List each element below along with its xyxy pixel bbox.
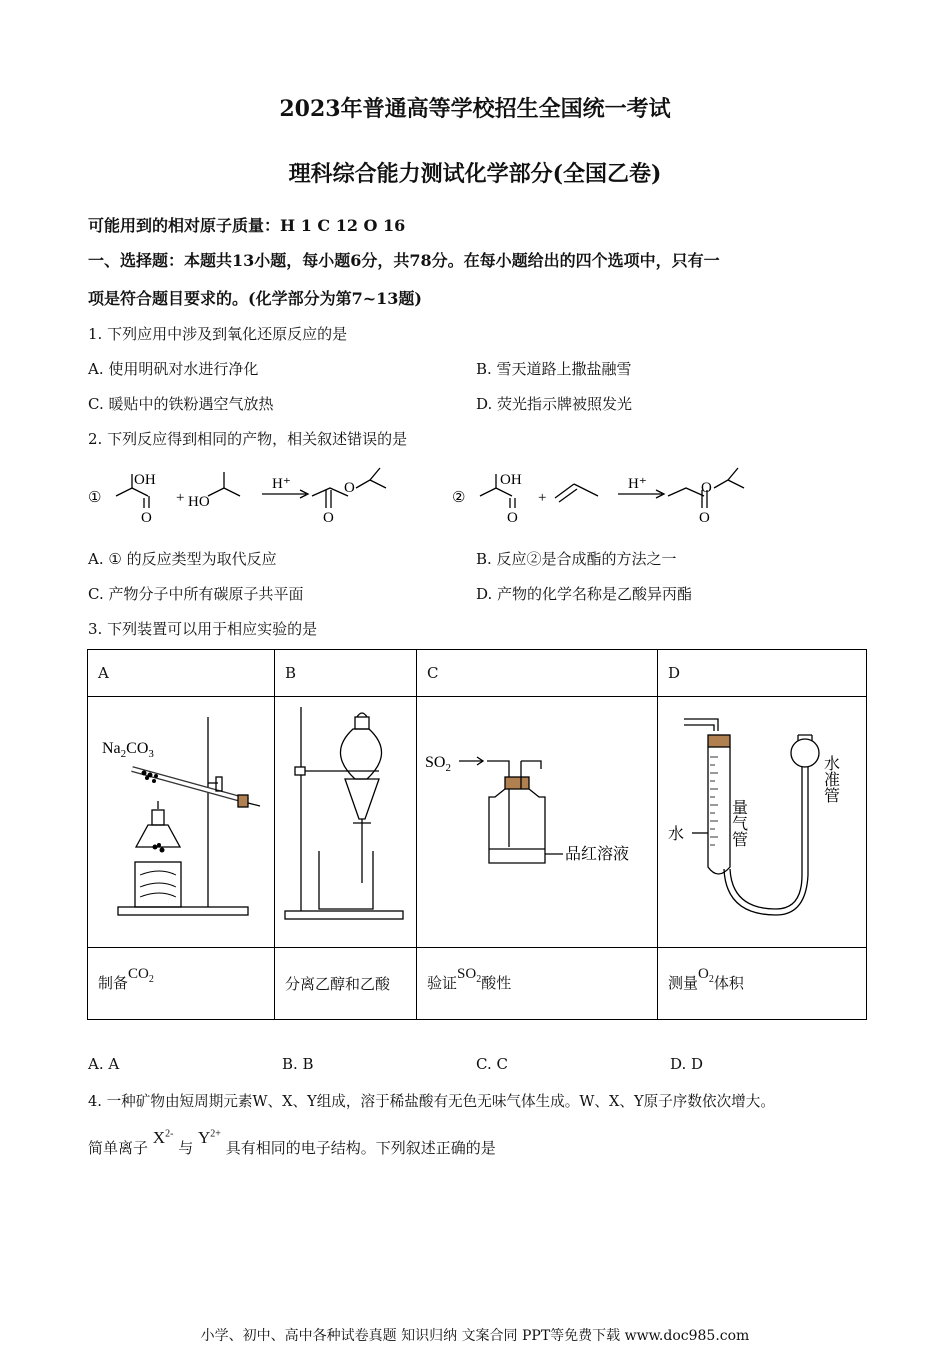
footer: 小学、初中、高中各种试卷真题 知识归纳 文案合同 PPT等免费下载 www.doc985.com	[200, 1328, 750, 1344]
ion-x: X	[152, 1128, 166, 1147]
oh-label-2: OH	[500, 472, 522, 488]
isopropanol-skeleton	[208, 488, 240, 496]
catalyst-1: H⁺	[272, 476, 291, 492]
q3-option-c: C. C	[476, 1055, 508, 1073]
apparatus-b-cell	[275, 697, 417, 948]
atomic-mass-note: 可能用到的相对原子质量：H 1 C 12 O 16	[88, 216, 406, 235]
q3-option-b: B. B	[282, 1055, 314, 1073]
exam-subtitle: 理科综合能力测试化学部分(全国乙卷)	[288, 161, 662, 187]
q4-stem-line1: 4. 一种矿物由短周期元素W、X、Y组成，溶于稀盐酸有无色无味气体生成。W、X、Y原子序数依次增大。	[88, 1093, 775, 1110]
acetic-acid-skeleton-2	[480, 488, 512, 496]
so2-label: $SO_2$	[425, 754, 451, 774]
purpose-c: 验证$SO_2$酸性	[417, 948, 658, 1020]
section-heading-line2: 项是符合题目要求的。(化学部分为第7~13题)	[88, 289, 422, 308]
q1-option-c: C. 暖贴中的铁粉遇空气放热	[88, 395, 274, 413]
q1-option-b: B. 雪天道路上撒盐融雪	[476, 360, 632, 378]
q1-option-d: D. 荧光指示牌被照发光	[476, 395, 633, 413]
header-d: D	[658, 650, 867, 697]
water-label: 水	[668, 826, 685, 843]
ester-product-2	[668, 488, 704, 496]
q3-option-d: D. D	[670, 1055, 704, 1073]
q3-option-a: A. A	[88, 1055, 120, 1073]
purpose-d: 测量$O_2$体积	[658, 948, 867, 1020]
apparatus-a-drawing	[88, 697, 274, 943]
o-label-2: O	[507, 510, 518, 526]
q2-option-b: B. 反应②是合成酯的方法之一	[476, 550, 677, 568]
o-ester-1: O	[344, 480, 355, 496]
shuizhunguan-label: 水准管	[821, 755, 839, 803]
q4-stem-line2: 简单离子 $X^{2-}$ 与 $Y^{2+}$ 具有相同的电子结构。下列叙述正确的是	[88, 1128, 496, 1157]
pinhong-label: 品红溶液	[565, 846, 630, 863]
reaction-2-number: ②	[452, 490, 466, 506]
exam-title: 2023年普通高等学校招生全国统一考试	[279, 96, 671, 122]
q2-option-a: A. ① 的反应类型为取代反应	[88, 550, 277, 568]
o-carbonyl-2: O	[699, 510, 710, 526]
header-c: C	[417, 650, 658, 697]
o-carbonyl-1: O	[323, 510, 334, 526]
reaction-1-number: ①	[88, 490, 102, 506]
oh-label-1: OH	[134, 472, 156, 488]
purpose-b: 分离乙醇和乙酸	[275, 948, 417, 1020]
apparatus-c-drawing	[417, 697, 657, 943]
o-ester-2: O	[701, 480, 712, 496]
q2-stem: 2. 下列反应得到相同的产物，相关叙述错误的是	[88, 430, 408, 448]
section-heading-line1: 一、选择题：本题共13小题，每小题6分，共78分。在每小题给出的四个选项中，只有一	[88, 251, 720, 270]
reaction-schemes	[80, 462, 780, 532]
plus-2: +	[538, 490, 547, 506]
header-a: A	[88, 650, 275, 697]
propene-skeleton	[555, 484, 574, 498]
apparatus-c-cell	[417, 697, 658, 948]
apparatus-d-drawing	[658, 697, 866, 943]
q3-stem: 3. 下列装置可以用于相应实验的是	[88, 620, 318, 638]
q1-stem: 1. 下列应用中涉及到氧化还原反应的是	[88, 325, 348, 343]
q2-option-d: D. 产物的化学名称是乙酸异丙酯	[476, 585, 693, 603]
catalyst-2: H⁺	[628, 476, 647, 492]
header-b: B	[275, 650, 417, 697]
o-label-1: O	[141, 510, 152, 526]
acetic-acid-skeleton	[116, 488, 148, 496]
apparatus-d-cell	[658, 697, 867, 948]
ho-label: HO	[188, 494, 210, 510]
na2co3-label: $Na_2CO_3$	[102, 740, 154, 760]
purpose-a: 制备$CO_2$	[88, 948, 275, 1020]
ion-y: Y	[198, 1128, 211, 1147]
apparatus-table	[87, 649, 867, 1020]
plus-1: +	[176, 490, 185, 506]
apparatus-b-drawing	[275, 697, 416, 943]
q1-option-a: A. 使用明矾对水进行净化	[88, 360, 259, 378]
apparatus-a-cell	[88, 697, 275, 948]
q2-option-c: C. 产物分子中所有碳原子共平面	[88, 585, 304, 603]
ester-product-1	[312, 488, 348, 496]
liangqiguan-label: 量气管	[729, 799, 747, 847]
